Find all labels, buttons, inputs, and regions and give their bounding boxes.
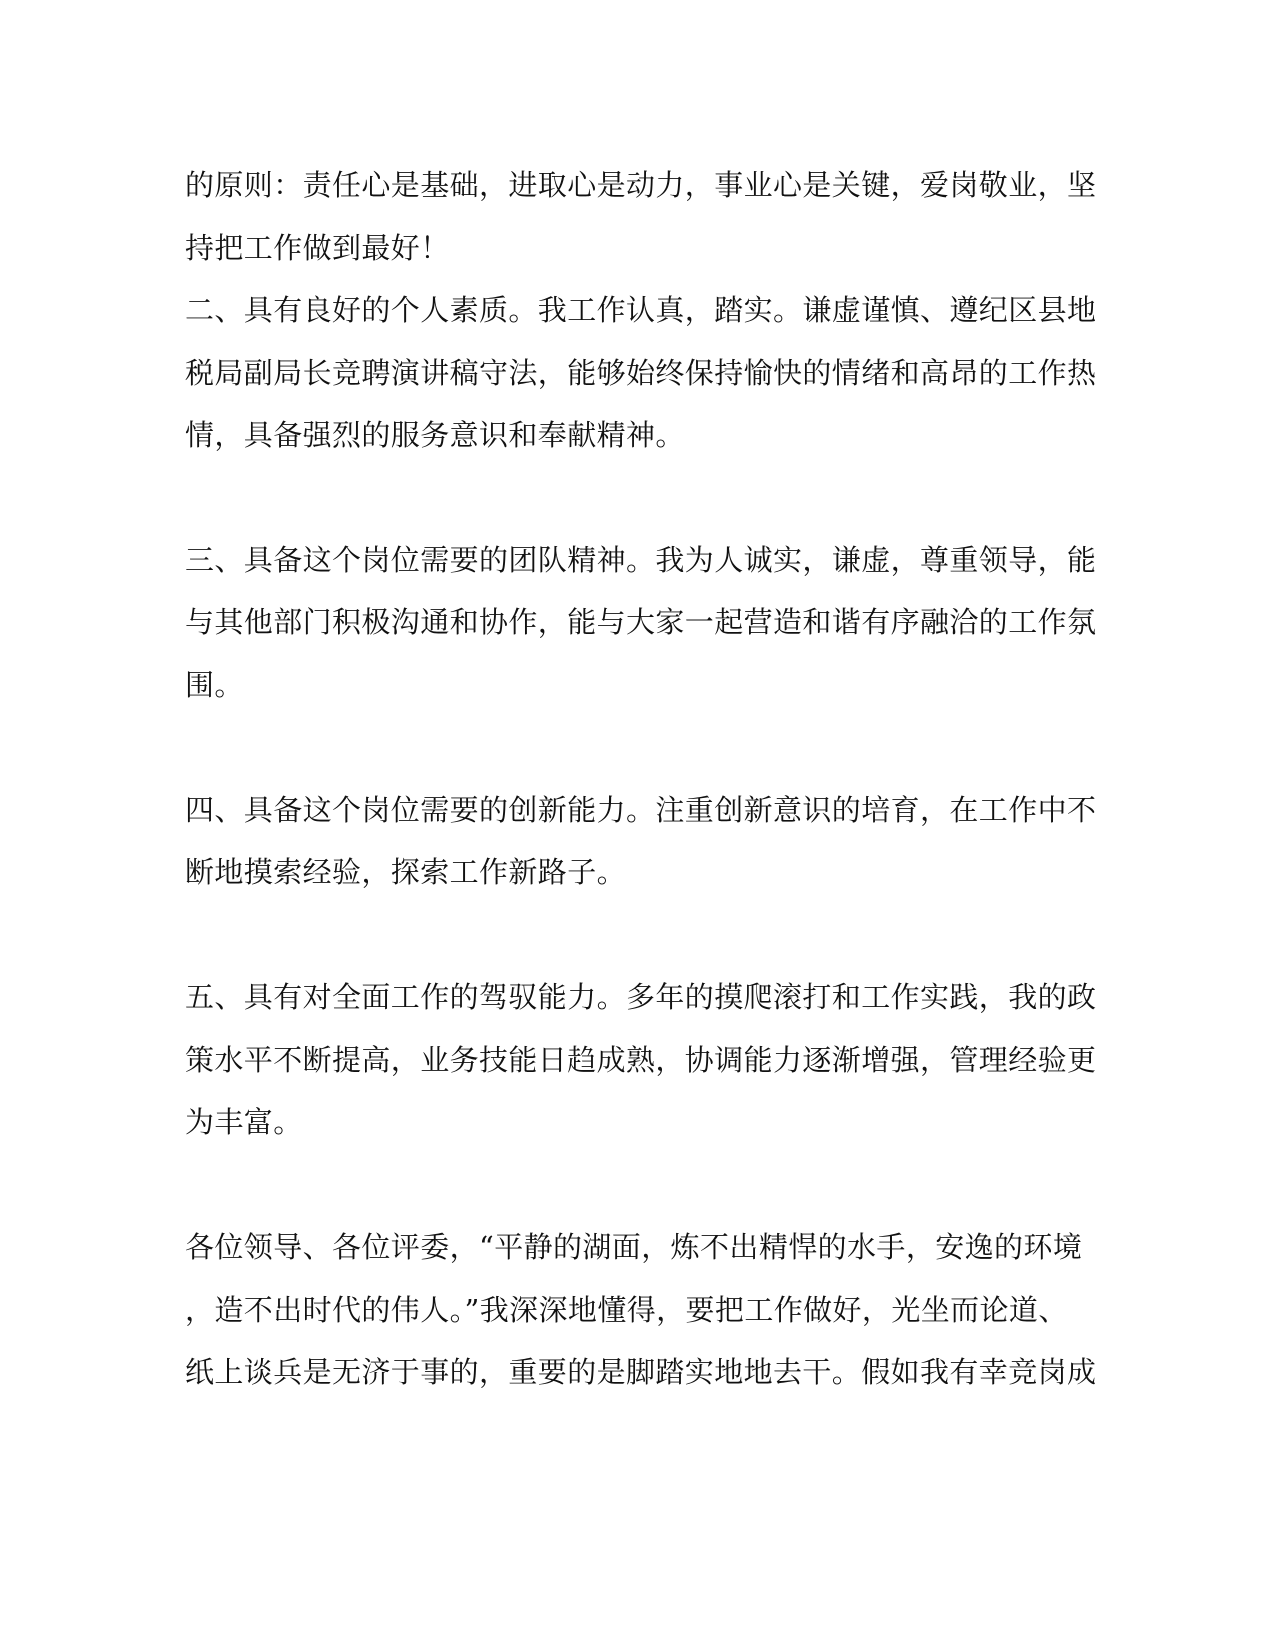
text-line-13: 为丰富。 xyxy=(185,1105,303,1139)
text-line-2: 持把工作做到最好！ xyxy=(185,231,450,265)
text-line-7: 与其他部门积极沟通和协作，能与大家一起营造和谐有序融洽的工作氛 xyxy=(185,605,1097,639)
text-line-8: 围。 xyxy=(185,668,244,702)
text-line-4: 税局副局长竞聘演讲稿守法，能够始终保持愉快的情绪和高昂的工作热 xyxy=(185,356,1097,390)
text-line-3: 二、具有良好的个人素质。我工作认真，踏实。谦虚谨慎、遵纪区县地 xyxy=(185,293,1097,327)
text-line-16: 纸上谈兵是无济于事的，重要的是脚踏实地地去干。假如我有幸竞岗成 xyxy=(185,1355,1097,1389)
text-line-9: 四、具备这个岗位需要的创新能力。注重创新意识的培育，在工作中不 xyxy=(185,793,1097,827)
text-line-5: 情，具备强烈的服务意识和奉献精神。 xyxy=(185,418,685,452)
text-line-6: 三、具备这个岗位需要的团队精神。我为人诚实，谦虚，尊重领导，能 xyxy=(185,543,1097,577)
text-line-12: 策水平不断提高，业务技能日趋成熟，协调能力逐渐增强，管理经验更 xyxy=(185,1043,1097,1077)
text-line-11: 五、具有对全面工作的驾驭能力。多年的摸爬滚打和工作实践，我的政 xyxy=(185,980,1097,1014)
text-line-10: 断地摸索经验，探索工作新路子。 xyxy=(185,855,627,889)
text-line-15: ，造不出时代的伟人。”我深深地懂得，要把工作做好，光坐而论道、 xyxy=(185,1293,1068,1327)
text-line-14: 各位领导、各位评委，“平静的湖面，炼不出精悍的水手，安逸的环境 xyxy=(185,1230,1083,1264)
text-line-1: 的原则：责任心是基础，进取心是动力，事业心是关键，爱岗敬业，坚 xyxy=(185,168,1097,202)
